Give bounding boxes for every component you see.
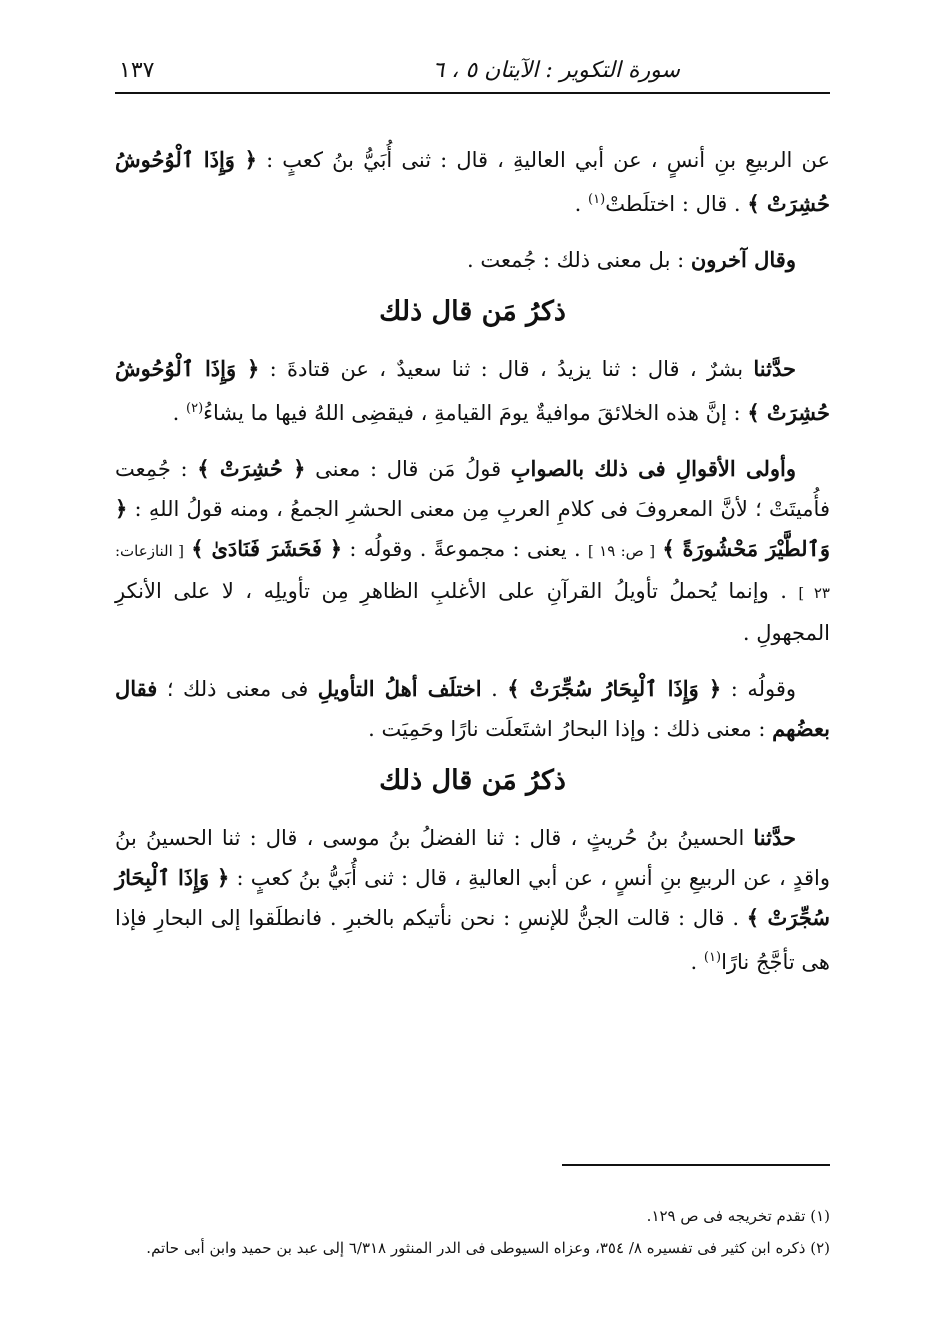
verse-reference: [ النازعات: ٢٣ ] — [115, 542, 830, 602]
text-segment: : إنَّ هذه الخلائقَ موافيةٌ يومَ القيامةِ ، فيقضِى اللهُ فيها ما يشاءُ — [203, 401, 741, 425]
quran-verse: ﴿ وَإِذَا ٱلْبِحَارُ سُجِّرَتْ ﴾ — [507, 676, 722, 701]
quran-verse: ﴿ وَإِذَا ٱلْوُحُوشُ حُشِرَتْ ﴾ — [115, 147, 830, 216]
text-segment: فى معنى ذلك ؛ — [166, 677, 309, 701]
footnote-marker: (٢) — [186, 401, 204, 416]
footnote-marker: (١) — [588, 192, 606, 207]
text-segment: . قال : قالت الجنُّ للإنسِ : نحن نأتيكم بالخبرِ . فانطلَقوا إلى البحارِ فإذا هى تأجَّجُ نارًا — [115, 906, 830, 974]
paragraph-4 — [115, 449, 830, 653]
text-segment: بشرٌ ، قال : ثنا يزيدُ ، قال : ثنا سعيدٌ ، عن قتادةَ : — [269, 357, 744, 381]
paragraph-2 — [115, 240, 830, 280]
footnote-marker: (١) — [703, 950, 722, 965]
paragraph-5 — [115, 669, 830, 749]
text-segment: . — [574, 192, 582, 216]
book-page — [115, 52, 830, 1302]
footnote-separator — [562, 1164, 830, 1166]
footnote-2: (٢) ذكره ابن كثير فى تفسيره ٨/ ٣٥٤، وعزاه السيوطى فى الدر المنثور ٦/٣١٨ إلى عبد بن حميد وابن أبى حاتم. — [146, 1239, 830, 1257]
quran-verse: ﴿ وَٱلطَّيْرَ مَحْشُورَةً ﴾ — [115, 496, 830, 561]
text-segment: : معنى ذلك : وإذا البحارُ اشتَعلَت نارًا وحَمِيَت . — [368, 717, 766, 741]
page-header — [115, 52, 830, 94]
text-segment: عن الربيعِ بنِ أنسٍ ، عن أبي العاليةِ ، قال : ثنى أُبَيُّ بنُ كعبٍ : — [266, 148, 830, 172]
text-segment: . — [690, 950, 698, 974]
bold-phrase: اختلَف أهلُ التأويلِ — [317, 676, 482, 701]
bold-phrase: فقال بعضُهم — [115, 676, 830, 741]
quran-verse: ﴿ وَإِذَا ٱلْبِحَارُ سُجِّرَتْ ﴾ — [115, 865, 830, 930]
footnotes — [115, 1200, 830, 1264]
text-segment: . وإنما يُحملُ تأويلُ القرآنِ على الأغلبِ الظاهرِ مِن تأويلِه ، لا على الأنكرِ المجهولِ . — [115, 579, 830, 645]
paragraph-6 — [115, 818, 830, 982]
bold-lead: وأولى الأقوالِ فى ذلك بالصوابِ — [510, 456, 796, 481]
paragraph-3 — [115, 349, 830, 433]
text-segment: : بل معنى ذلك : جُمعت . — [467, 248, 685, 272]
quran-verse: ﴿ حُشِرَتْ ﴾ — [197, 456, 306, 481]
bold-lead: حدَّثنا — [753, 356, 796, 381]
text-segment: . يعنى : مجموعةً . وقولُه : — [349, 537, 581, 561]
paragraph-1 — [115, 140, 830, 224]
section-heading: ذكرُ مَن قال ذلك — [379, 765, 566, 796]
text-segment: قولُ مَن قال : معنى — [315, 457, 502, 481]
text-segment: : جُمِعت فأُميتَتْ ؛ لأنَّ المعروفَ فى كلامِ العربِ مِن معنى الحشرِ الجمعُ ، ومنه قولُ اللهِ : — [115, 457, 830, 521]
text-segment: الحسينُ بنُ حُريثٍ ، قال : ثنا الفضلُ بنُ موسى ، قال : ثنا الحسينُ بنُ واقدٍ ، عن الربيعِ بنِ أنسٍ ، عن أبي العاليةِ ، قال : ثنى أُبَيُّ بنُ كعبٍ : — [115, 826, 830, 890]
quran-verse: ﴿ فَحَشَرَ فَنَادَىٰ ﴾ — [191, 536, 343, 561]
main-text — [115, 140, 830, 998]
bold-lead: وقال آخرون — [690, 247, 796, 272]
page-number: ١٣٧ — [119, 58, 155, 83]
text-segment: . — [172, 401, 180, 425]
section-heading: ذكرُ مَن قال ذلك — [379, 296, 566, 327]
bold-lead: حدَّثنا — [753, 825, 796, 850]
footnote-1: (١) تقدم تخريجه فى ص ١٢٩. — [646, 1207, 830, 1225]
verse-reference: [ ص: ١٩ ] — [587, 542, 656, 560]
running-title: سورة التكوير : الآيتان ٥ ، ٦ — [432, 58, 680, 83]
text-segment: . — [491, 677, 498, 701]
quran-verse: ﴿ وَإِذَا ٱلْوُحُوشُ حُشِرَتْ ﴾ — [115, 356, 830, 425]
text-segment: وقولُه : — [730, 677, 797, 701]
text-segment: . قال : اختلَطتْ — [605, 192, 741, 216]
